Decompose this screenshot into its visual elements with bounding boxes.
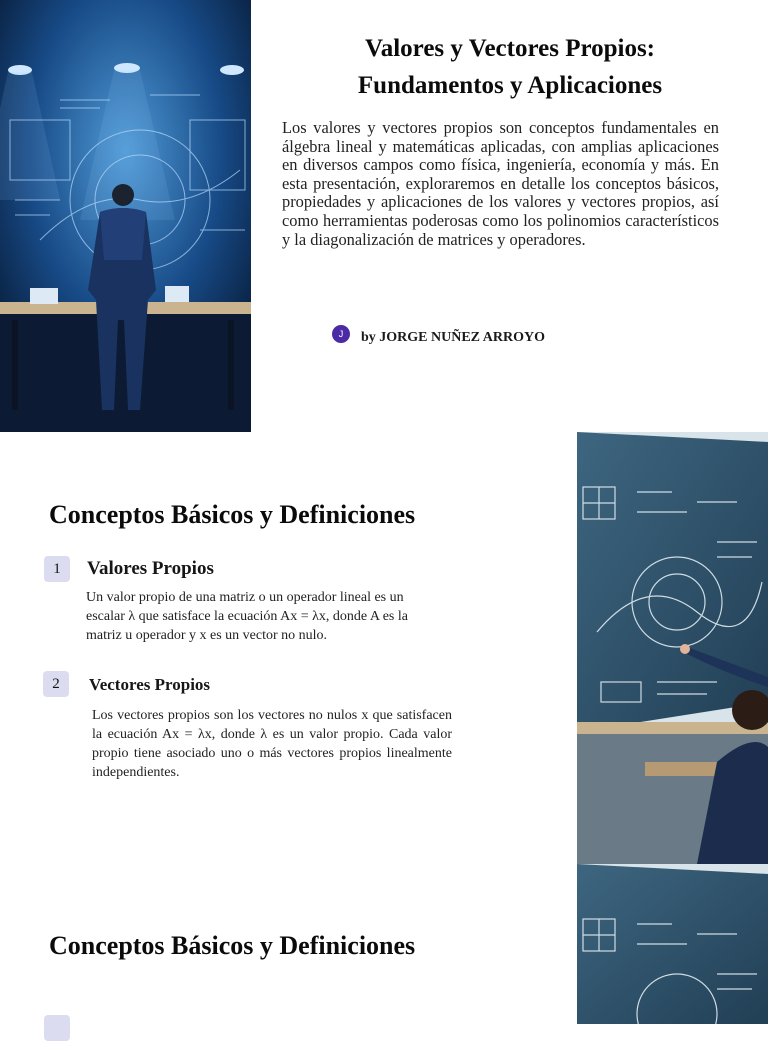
- classroom-blackboard-illustration: [577, 864, 768, 1024]
- author-name: by JORGE NUÑEZ ARROYO: [361, 330, 545, 345]
- presentation-title: [300, 30, 720, 104]
- item-body-valores-propios: Un valor propio de una matriz o un operador lineal es un escalar λ que satisface la ecuación Ax = λx, donde A es la matriz u operador y x es un vector no nulo.: [86, 590, 408, 643]
- title-slide: [0, 0, 768, 432]
- item-body-vectores-propios: Los vectores propios son los vectores no nulos x que satisfacen la ecuación Ax = λx, donde λ es un valor propio. Cada valor propio tiene asociado uno o más vectores propios linealmente independientes.: [92, 708, 452, 780]
- title-line-1: Valores y Vectores Propios:: [364, 35, 656, 62]
- concepts-slide-repeat: [0, 864, 768, 1024]
- hero-illustration-man-at-whiteboard: [0, 0, 251, 432]
- author-avatar: J: [332, 325, 350, 343]
- item-number-badge: 2: [43, 671, 69, 697]
- intro-paragraph: Los valores y vectores propios son conceptos fundamentales en álgebra lineal y matemáticas aplicadas, con amplias aplicaciones en diversos campos como física, ingeniería, economía y más. En esta presentación, exploraremos en detalle los conceptos básicos, propiedades y aplicaciones de los valores y vectores propios, así como herramientas poderosas como los polinomios característicos y la diagonalización de matrices y operadores.: [282, 118, 719, 249]
- item-number-badge: 1: [44, 556, 70, 582]
- item-title-vectores-propios: Vectores Propios: [89, 675, 211, 694]
- classroom-blackboard-illustration: [577, 432, 768, 864]
- slide-heading: Conceptos Básicos y Definiciones: [49, 931, 416, 960]
- slide-heading: Conceptos Básicos y Definiciones: [49, 500, 416, 529]
- author-byline: [332, 322, 545, 346]
- title-line-2: Fundamentos y Aplicaciones: [357, 72, 663, 99]
- concepts-slide: [0, 432, 768, 864]
- item-title-valores-propios: Valores Propios: [87, 558, 214, 579]
- item-number-badge: [44, 1015, 70, 1041]
